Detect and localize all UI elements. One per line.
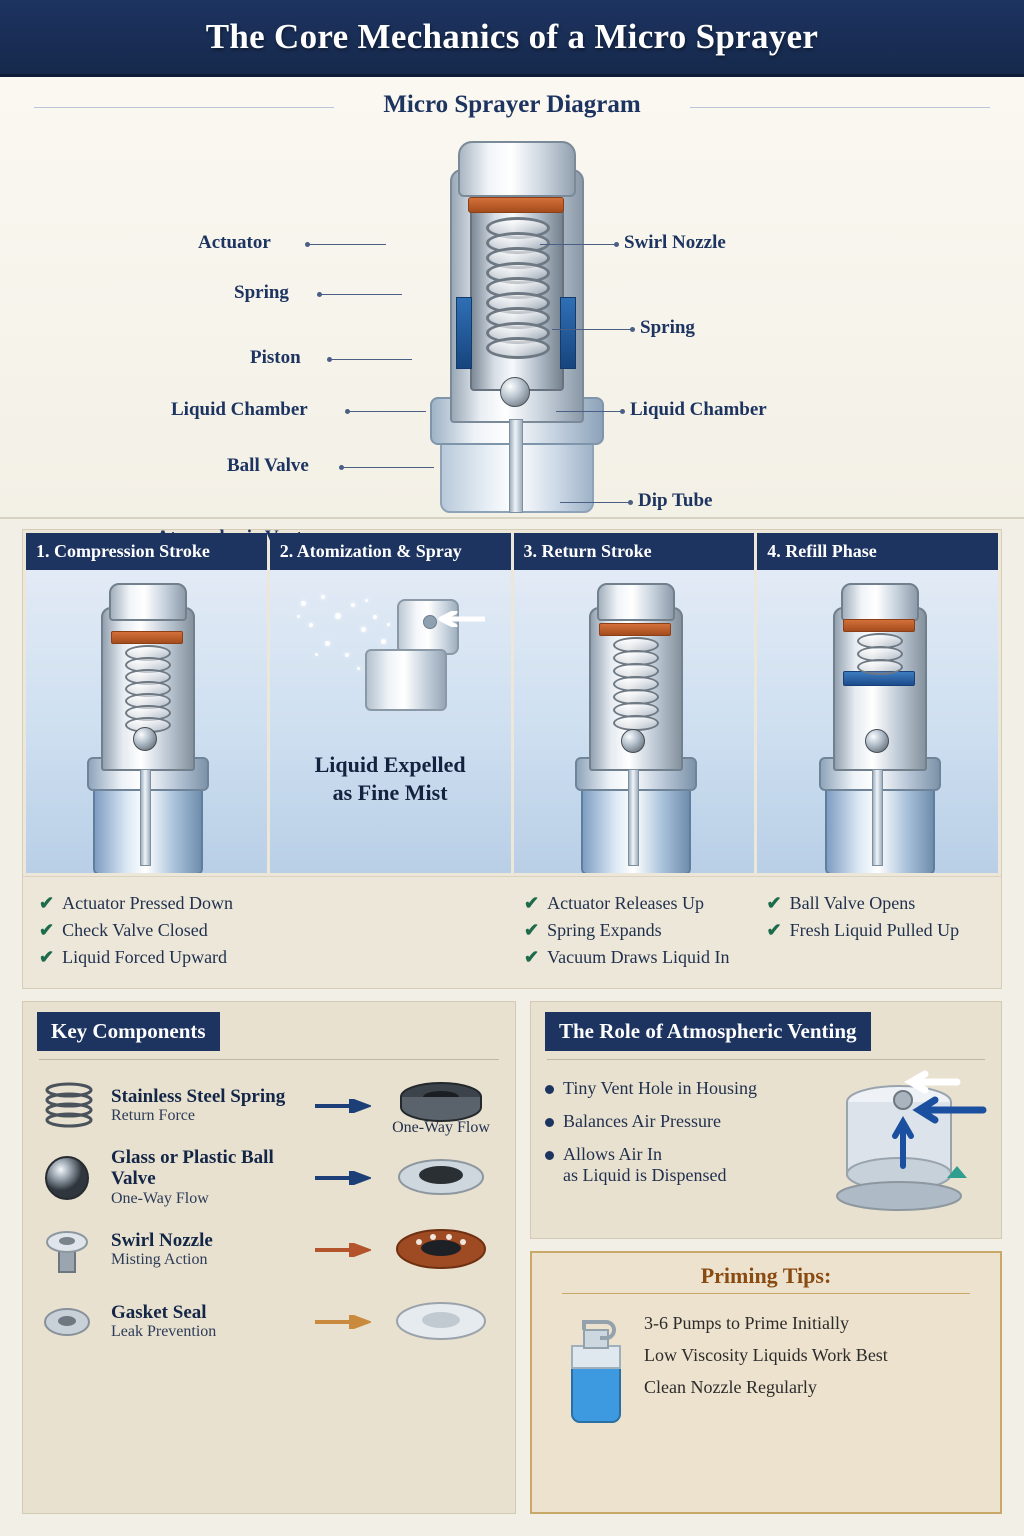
priming-tips-list <box>644 1302 984 1437</box>
step-1-title: 1. Compression Stroke <box>26 533 267 570</box>
bullet-item <box>524 947 743 968</box>
spring-icon <box>37 1078 101 1134</box>
leader-liquid-chamber-left <box>348 411 426 412</box>
step-3-bullets <box>512 887 755 974</box>
label-piston: Piston <box>250 347 301 368</box>
dip-tube-shape <box>509 419 523 513</box>
sprayer-cutaway-illustration <box>382 129 642 509</box>
spring-shape <box>486 217 544 357</box>
key-components-list <box>23 1060 515 1358</box>
leader-liquid-chamber-right <box>556 411 622 412</box>
diagram-section-title <box>0 77 1024 119</box>
bullet-label: Actuator Pressed Down <box>62 893 234 913</box>
label-dip-tube: Dip Tube <box>638 490 713 511</box>
vent-sub-note: as Liquid is Dispensed <box>563 1165 727 1185</box>
step-4-bullets <box>755 887 998 974</box>
key-components-panel <box>22 1001 516 1514</box>
step-card-4 <box>757 533 998 873</box>
leader-actuator <box>308 244 386 245</box>
component-text <box>111 1303 305 1342</box>
component-sub: Misting Action <box>111 1251 208 1269</box>
arrow-right-icon <box>315 1243 371 1257</box>
step-2-caption-line1: Liquid Expelled <box>314 752 466 777</box>
spray-bottle-icon <box>548 1302 644 1437</box>
step-1-illustration <box>71 579 221 869</box>
component-name: Glass or Plastic Ball Valve <box>111 1147 274 1189</box>
venting-bullets <box>545 1066 807 1241</box>
step-3-illustration <box>559 579 709 869</box>
check-icon: ✔ <box>766 920 782 940</box>
bullet-label: Vacuum Draws Liquid In <box>547 947 730 967</box>
venting-body <box>531 1060 1001 1241</box>
component-sub: One-Way Flow <box>111 1189 209 1207</box>
right-column <box>530 1001 1002 1514</box>
label-liquid-chamber-left: Liquid Chamber <box>171 399 308 420</box>
arrow-right-icon <box>315 1171 371 1185</box>
step-card-1 <box>26 533 267 873</box>
vent-bullet-item <box>545 1144 807 1186</box>
bullet-label: Liquid Forced Upward <box>62 947 228 967</box>
priming-tips-rule <box>562 1293 970 1294</box>
leader-dip-tube <box>560 502 630 503</box>
label-liquid-chamber-right: Liquid Chamber <box>630 399 767 420</box>
step-3-title: 3. Return Stroke <box>514 533 755 570</box>
priming-tips-title: Priming Tips: <box>700 1263 832 1288</box>
check-icon: ✔ <box>524 893 540 913</box>
component-text <box>111 1087 305 1126</box>
press-direction-arrow-icon <box>433 611 485 627</box>
ball-valve-icon <box>37 1150 101 1206</box>
component-name: Gasket Seal <box>111 1301 207 1323</box>
bullet-label: Fresh Liquid Pulled Up <box>789 920 960 940</box>
component-row-ball-valve <box>37 1142 501 1214</box>
component-sub: Leak Prevention <box>111 1323 217 1341</box>
page-header <box>0 0 1024 77</box>
step-2-caption <box>270 751 511 806</box>
bullet-label: Check Valve Closed <box>62 920 208 940</box>
key-components-title: Key Components <box>37 1012 220 1051</box>
vent-illustration <box>807 1066 987 1241</box>
seat-ring-part-illustration <box>381 1149 501 1207</box>
label-swirl-nozzle: Swirl Nozzle <box>624 232 726 253</box>
page-title: The Core Mechanics of a Micro Sprayer <box>205 17 819 56</box>
ball-valve-shape <box>500 377 530 407</box>
check-icon: ✔ <box>39 893 55 913</box>
check-icon: ✔ <box>39 947 55 967</box>
bullet-dot-icon <box>545 1118 554 1127</box>
check-icon: ✔ <box>524 947 540 967</box>
bullet-label: Actuator Releases Up <box>547 893 705 913</box>
priming-tips-body <box>532 1302 1000 1437</box>
vent-bullet-label: Balances Air Pressure <box>563 1111 721 1131</box>
step-4-illustration <box>803 579 953 869</box>
leader-swirl-nozzle <box>540 244 616 245</box>
step-card-2 <box>270 533 511 873</box>
step-2-caption-line2: as Fine Mist <box>332 779 448 805</box>
bullet-item <box>39 947 258 968</box>
step-4-title: 4. Refill Phase <box>757 533 998 570</box>
steps-row <box>23 530 1001 876</box>
tip-item: Low Viscosity Liquids Work Best <box>644 1345 888 1365</box>
priming-tips-panel <box>530 1251 1002 1514</box>
vent-bullet-item <box>545 1111 807 1132</box>
tip-item: 3-6 Pumps to Prime Initially <box>644 1313 849 1333</box>
component-sub: Return Force <box>111 1107 195 1125</box>
check-icon: ✔ <box>766 893 782 913</box>
process-steps-panel <box>22 529 1002 989</box>
component-text <box>111 1231 305 1270</box>
arrow-right-icon <box>315 1099 371 1113</box>
check-icon: ✔ <box>524 920 540 940</box>
label-ball-valve: Ball Valve <box>227 455 309 476</box>
component-row-swirl-nozzle <box>37 1214 501 1286</box>
component-text <box>111 1148 305 1208</box>
leader-spring-right <box>552 329 632 330</box>
label-spring-right: Spring <box>640 317 695 338</box>
bullet-dot-icon <box>545 1085 554 1094</box>
bottom-panels <box>22 1001 1002 1514</box>
label-actuator: Actuator <box>198 232 271 253</box>
gasket-seal-icon <box>37 1294 101 1350</box>
leader-piston <box>330 359 412 360</box>
liquid-chamber-right-shape <box>560 297 576 369</box>
bullet-label: Ball Valve Opens <box>789 893 916 913</box>
bullet-item <box>524 893 743 914</box>
bullet-item <box>767 920 986 941</box>
label-spring-left: Spring <box>234 282 289 303</box>
arrow-right-icon <box>315 1315 371 1329</box>
title-rule-left <box>34 107 334 108</box>
component-name: Swirl Nozzle <box>111 1229 213 1251</box>
swirl-disc-part-illustration <box>381 1221 501 1279</box>
nozzle-body-shape <box>365 649 447 711</box>
liquid-chamber-left-shape <box>456 297 472 369</box>
bullet-item <box>39 920 258 941</box>
bullet-item <box>524 920 743 941</box>
title-rule-right <box>690 107 990 108</box>
step-2-illustration <box>295 593 485 743</box>
step-2-bullets <box>270 887 513 974</box>
valve-seat-part-illustration <box>381 1077 501 1135</box>
steps-bullets-row <box>23 876 1001 988</box>
bullet-dot-icon <box>545 1151 554 1160</box>
diagram-title-text: Micro Sprayer Diagram <box>383 91 641 118</box>
step-1-bullets <box>27 887 270 974</box>
tip-item: Clean Nozzle Regularly <box>644 1377 817 1397</box>
piston-seal-shape <box>468 197 564 213</box>
vent-bullet-label: Tiny Vent Hole in Housing <box>563 1078 758 1098</box>
component-name: Stainless Steel Spring <box>111 1085 286 1107</box>
swirl-nozzle-icon <box>37 1222 101 1278</box>
component-row-spring <box>37 1070 501 1142</box>
bullet-item <box>767 893 986 914</box>
component-row-gasket-seal <box>37 1286 501 1358</box>
step-2-title: 2. Atomization & Spray <box>270 533 511 570</box>
gasket-part-illustration <box>381 1293 501 1351</box>
check-icon: ✔ <box>39 920 55 940</box>
leader-spring-left <box>320 294 402 295</box>
bottom-strip <box>0 1514 1024 1536</box>
bullet-item <box>39 893 258 914</box>
atmospheric-venting-panel <box>530 1001 1002 1239</box>
vent-bullet-label: Allows Air In <box>563 1144 662 1164</box>
main-diagram-panel <box>0 77 1024 519</box>
step-card-3 <box>514 533 755 873</box>
vent-bullet-item <box>545 1078 807 1099</box>
leader-ball-valve <box>342 467 434 468</box>
part-caption: One-Way Flow <box>392 1119 490 1136</box>
venting-title: The Role of Atmospheric Venting <box>545 1012 871 1051</box>
bullet-label: Spring Expands <box>547 920 662 940</box>
actuator-cap-shape <box>458 141 576 197</box>
